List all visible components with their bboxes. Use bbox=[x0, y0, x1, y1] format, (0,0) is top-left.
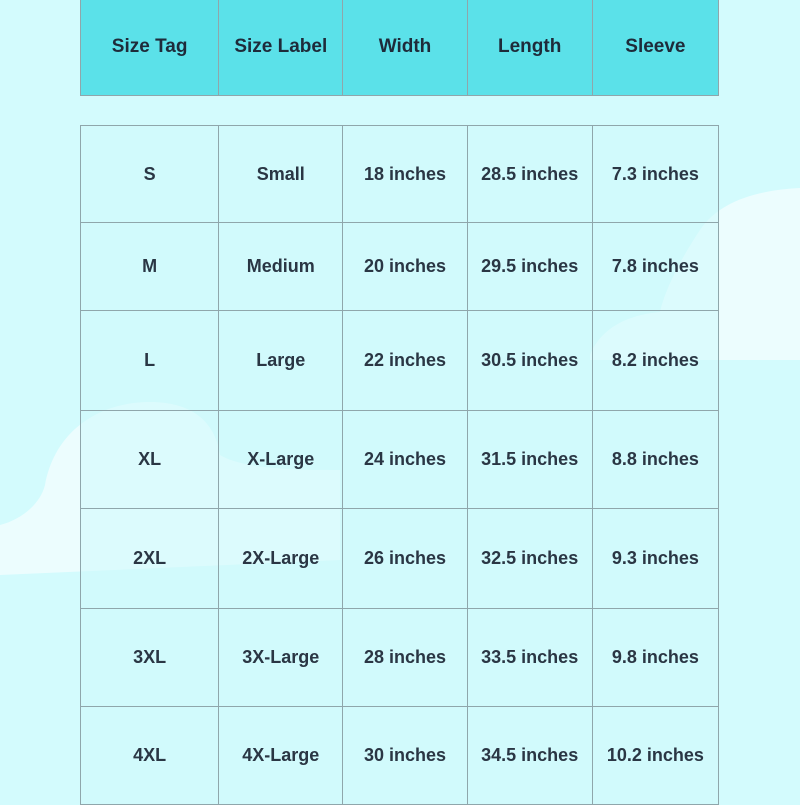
header-row bbox=[81, 0, 719, 96]
width-cell: 24 inches bbox=[343, 411, 467, 509]
table-row bbox=[81, 707, 719, 805]
sleeve-cell: 8.8 inches bbox=[592, 411, 718, 509]
size-tag-cell: 3XL bbox=[81, 609, 219, 707]
table-row bbox=[81, 126, 719, 223]
column-header-size-tag: Size Tag bbox=[81, 0, 219, 96]
width-cell: 20 inches bbox=[343, 223, 467, 311]
length-cell: 33.5 inches bbox=[467, 609, 592, 707]
table-row bbox=[81, 223, 719, 311]
size-label-cell: Medium bbox=[219, 223, 343, 311]
sleeve-cell: 7.8 inches bbox=[592, 223, 718, 311]
table-row bbox=[81, 509, 719, 609]
width-cell: 28 inches bbox=[343, 609, 467, 707]
sleeve-cell: 9.8 inches bbox=[592, 609, 718, 707]
size-tag-cell: L bbox=[81, 311, 219, 411]
sleeve-cell: 10.2 inches bbox=[592, 707, 718, 805]
width-cell: 30 inches bbox=[343, 707, 467, 805]
size-tag-cell: XL bbox=[81, 411, 219, 509]
size-chart-body bbox=[80, 125, 719, 805]
column-header-sleeve: Sleeve bbox=[592, 0, 718, 96]
width-cell: 18 inches bbox=[343, 126, 467, 223]
size-label-cell: 4X-Large bbox=[219, 707, 343, 805]
column-header-width: Width bbox=[343, 0, 467, 96]
size-label-cell: 3X-Large bbox=[219, 609, 343, 707]
length-cell: 34.5 inches bbox=[467, 707, 592, 805]
width-cell: 26 inches bbox=[343, 509, 467, 609]
sleeve-cell: 9.3 inches bbox=[592, 509, 718, 609]
size-chart-header bbox=[80, 0, 719, 96]
size-label-cell: X-Large bbox=[219, 411, 343, 509]
sleeve-cell: 8.2 inches bbox=[592, 311, 718, 411]
column-header-size-label: Size Label bbox=[219, 0, 343, 96]
width-cell: 22 inches bbox=[343, 311, 467, 411]
table-row bbox=[81, 609, 719, 707]
size-label-cell: Large bbox=[219, 311, 343, 411]
length-cell: 29.5 inches bbox=[467, 223, 592, 311]
size-label-cell: Small bbox=[219, 126, 343, 223]
length-cell: 28.5 inches bbox=[467, 126, 592, 223]
length-cell: 31.5 inches bbox=[467, 411, 592, 509]
size-tag-cell: S bbox=[81, 126, 219, 223]
table-row bbox=[81, 311, 719, 411]
length-cell: 30.5 inches bbox=[467, 311, 592, 411]
table-row bbox=[81, 411, 719, 509]
size-tag-cell: 2XL bbox=[81, 509, 219, 609]
column-header-length: Length bbox=[467, 0, 592, 96]
size-tag-cell: M bbox=[81, 223, 219, 311]
size-label-cell: 2X-Large bbox=[219, 509, 343, 609]
size-tag-cell: 4XL bbox=[81, 707, 219, 805]
length-cell: 32.5 inches bbox=[467, 509, 592, 609]
sleeve-cell: 7.3 inches bbox=[592, 126, 718, 223]
